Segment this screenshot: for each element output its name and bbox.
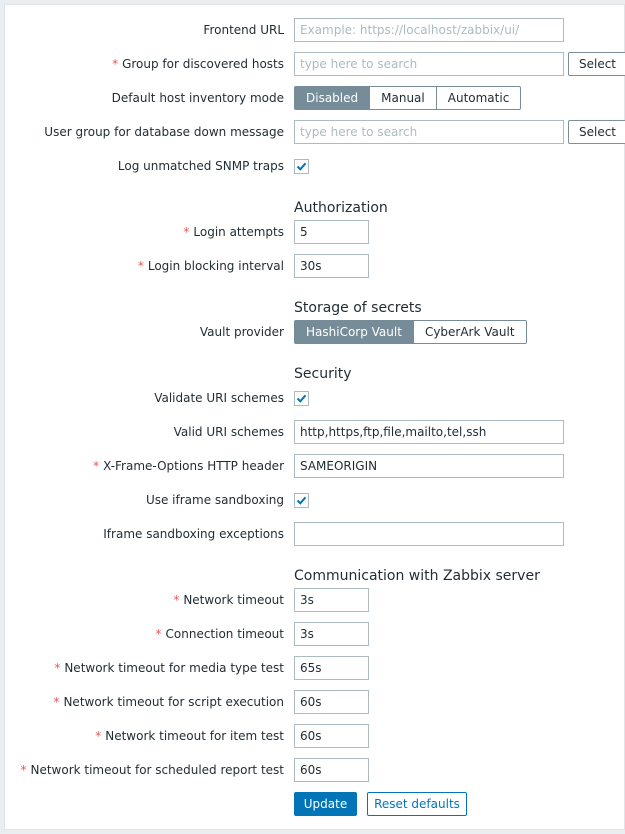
item-test-timeout-field-wrap [294,724,369,748]
frontend-url-input[interactable] [294,18,564,42]
x-frame-options-label [5,454,284,478]
login-blocking-interval-label-text: Login blocking interval [147,259,284,273]
login-blocking-interval-label [5,254,284,278]
checkmark-icon [296,161,307,172]
network-timeout-label [5,588,284,612]
discovered-hosts-group-select-button[interactable]: Select [568,52,625,76]
valid-uri-schemes-input[interactable] [294,420,564,444]
x-frame-options-row [5,454,625,478]
vault-provider-hashicorp-option[interactable]: HashiCorp Vault [294,320,414,344]
media-type-timeout-row [5,656,625,680]
snmp-traps-row [5,154,625,178]
item-test-timeout-label [5,724,284,748]
checkmark-icon [296,495,307,506]
required-marker: * [54,661,61,675]
x-frame-options-input[interactable] [294,454,564,478]
discovered-hosts-group-input[interactable] [294,52,564,76]
connection-timeout-label [5,622,284,646]
iframe-sandboxing-label: Use iframe sandboxing [145,493,284,507]
discovered-hosts-group-field-wrap [294,52,617,76]
validate-uri-row [5,386,625,410]
reset-defaults-button[interactable]: Reset defaults [367,792,467,816]
login-attempts-label [5,220,284,244]
script-timeout-field-wrap [294,690,369,714]
discovered-hosts-group-label-text: Group for discovered hosts [122,57,284,71]
inventory-mode-manual-option[interactable]: Manual [369,86,437,110]
inventory-mode-disabled-option[interactable]: Disabled [294,86,370,110]
db-down-user-group-row [5,120,625,144]
iframe-sandboxing-row [5,488,625,512]
db-down-user-group-input[interactable] [294,120,564,144]
inventory-mode-segmented-control [294,86,521,110]
login-blocking-interval-field-wrap [294,254,369,278]
db-down-user-group-label: User group for database down message [44,125,284,139]
iframe-exceptions-field-wrap [294,522,564,546]
network-timeout-input[interactable] [294,588,369,612]
inventory-mode-automatic-option[interactable]: Automatic [436,86,522,110]
login-blocking-interval-row [5,254,625,278]
required-marker: * [93,459,100,473]
frontend-url-field-wrap [294,18,564,42]
required-marker: * [183,225,190,239]
login-attempts-row [5,220,625,244]
iframe-exceptions-input[interactable] [294,522,564,546]
vault-provider-cyberark-option[interactable]: CyberArk Vault [413,320,527,344]
iframe-exceptions-label: Iframe sandboxing exceptions [103,527,284,541]
script-timeout-input[interactable] [294,690,369,714]
required-marker: * [112,57,119,71]
required-marker: * [20,763,27,777]
frontend-url-label: Frontend URL [203,23,284,37]
report-test-timeout-field-wrap [294,758,369,782]
required-marker: * [53,695,60,709]
security-heading: Security [294,366,352,382]
media-type-timeout-label [5,656,284,680]
media-type-timeout-field-wrap [294,656,369,680]
report-test-timeout-input[interactable] [294,758,369,782]
valid-uri-schemes-field-wrap [294,420,564,444]
vault-provider-segmented-control [294,320,527,344]
network-timeout-field-wrap [294,588,369,612]
form-actions [5,792,625,816]
iframe-exceptions-row [5,522,625,546]
report-test-timeout-label-text: Network timeout for scheduled report test [30,763,284,777]
x-frame-options-field-wrap [294,454,564,478]
required-marker: * [173,593,180,607]
required-marker: * [137,259,144,273]
connection-timeout-label-text: Connection timeout [165,627,284,641]
item-test-timeout-label-text: Network timeout for item test [105,729,284,743]
db-down-user-group-field-wrap [294,120,617,144]
connection-timeout-field-wrap [294,622,369,646]
report-test-timeout-label [5,758,284,782]
frontend-url-row [5,18,625,42]
network-timeout-row [5,588,625,612]
inventory-mode-label: Default host inventory mode [111,91,284,105]
settings-form [4,4,625,830]
script-timeout-label-text: Network timeout for script execution [63,695,284,709]
required-marker: * [155,627,162,641]
network-timeout-label-text: Network timeout [183,593,284,607]
vault-provider-row [5,320,625,344]
authorization-heading: Authorization [294,200,388,216]
script-timeout-row [5,690,625,714]
snmp-traps-label: Log unmatched SNMP traps [117,159,284,173]
x-frame-options-label-text: X-Frame-Options HTTP header [103,459,284,473]
snmp-traps-checkbox[interactable] [294,159,309,174]
valid-uri-schemes-row [5,420,625,444]
login-attempts-label-text: Login attempts [193,225,284,239]
connection-timeout-row [5,622,625,646]
item-test-timeout-row [5,724,625,748]
storage-of-secrets-heading: Storage of secrets [294,300,422,316]
login-blocking-interval-input[interactable] [294,254,369,278]
validate-uri-checkbox[interactable] [294,391,309,406]
script-timeout-label [5,690,284,714]
checkmark-icon [296,393,307,404]
validate-uri-label: Validate URI schemes [154,391,284,405]
connection-timeout-input[interactable] [294,622,369,646]
discovered-hosts-group-label [5,52,284,76]
communication-heading: Communication with Zabbix server [294,568,540,584]
inventory-mode-row [5,86,625,110]
discovered-hosts-group-row [5,52,625,76]
login-attempts-input[interactable] [294,220,369,244]
item-test-timeout-input[interactable] [294,724,369,748]
report-test-timeout-row [5,758,625,782]
vault-provider-label: Vault provider [199,325,284,339]
db-down-user-group-select-button[interactable]: Select [568,120,625,144]
update-button[interactable]: Update [294,792,357,816]
valid-uri-schemes-label: Valid URI schemes [173,425,284,439]
login-attempts-field-wrap [294,220,369,244]
iframe-sandboxing-checkbox[interactable] [294,493,309,508]
media-type-timeout-label-text: Network timeout for media type test [64,661,284,675]
required-marker: * [95,729,102,743]
media-type-timeout-input[interactable] [294,656,369,680]
